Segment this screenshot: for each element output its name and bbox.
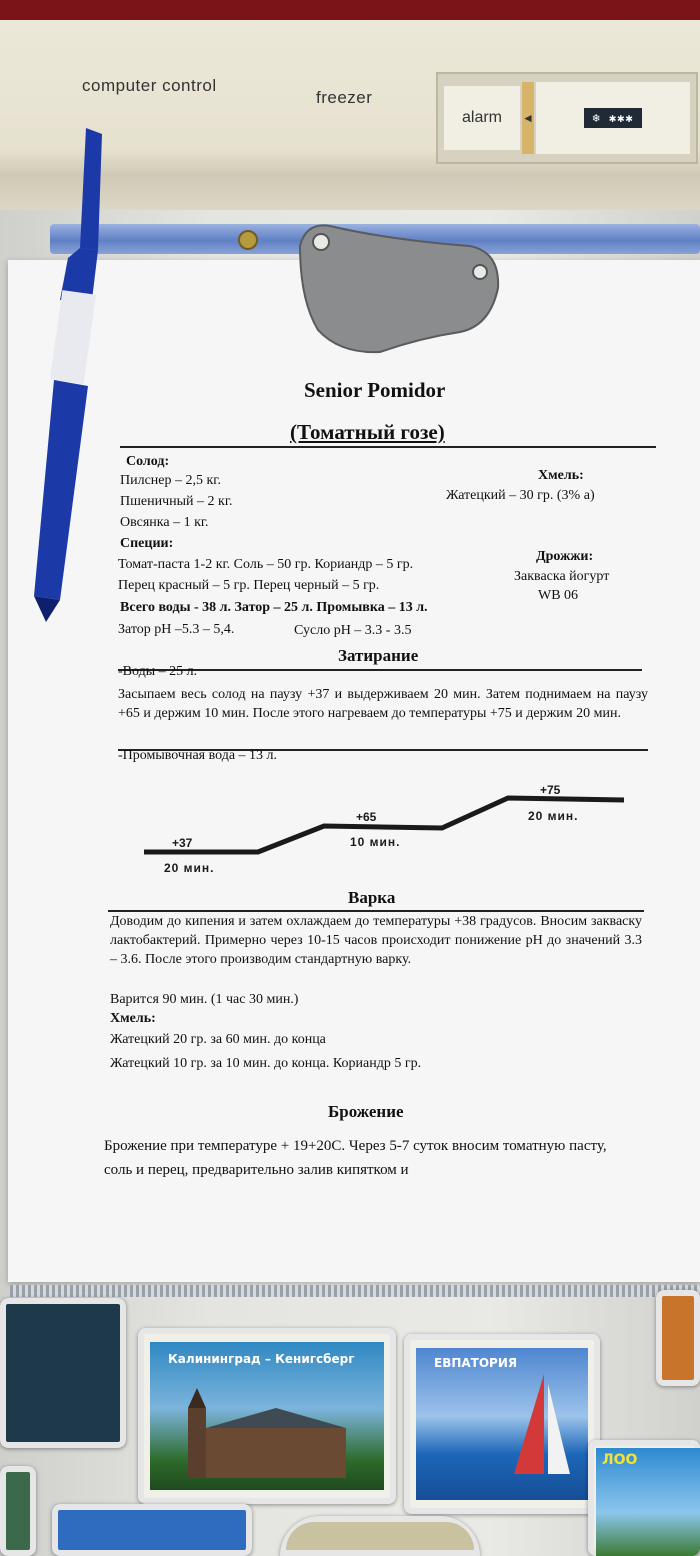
hops-main: Жатецкий – 30 гр. (3% а) — [446, 488, 595, 503]
ph-mash: Затор pH –5.3 – 5,4. — [118, 622, 235, 637]
metal-clip — [0, 0, 700, 380]
ferment-text: Брожение при температуре + 19+20С. Через 5-7 суток вносим томатную пасту, соль и перец, предварительно залив кипятком и — [104, 1138, 607, 1178]
recipe-sheet — [8, 260, 700, 1282]
step-time-label: 20 мин. — [528, 809, 579, 823]
malt-item: Пшеничный – 2 кг. — [120, 494, 233, 509]
step-temp-label: +37 — [172, 836, 193, 850]
magnet-title: ЕВПАТОРИЯ — [434, 1356, 518, 1370]
magnet-loo — [588, 1440, 700, 1556]
malt-item: Пилснер – 2,5 кг. — [120, 473, 221, 488]
malt-heading: Солод: — [126, 454, 170, 469]
magnet — [52, 1504, 252, 1556]
boil-hops-heading: Хмель: — [110, 1011, 156, 1026]
recipe-subtitle: (Томатный гозе) — [290, 420, 445, 444]
recipe-title: Senior Pomidor — [304, 378, 446, 402]
magnet-evpatoria — [404, 1334, 600, 1514]
step-temp-label: +75 — [540, 783, 561, 797]
malt-item: Овсянка – 1 кг. — [120, 515, 209, 530]
boil-hops-line: Жатецкий 20 гр. за 60 мин. до конца — [110, 1032, 326, 1047]
sparge-water: -Промывочная вода – 13 л. — [118, 748, 278, 763]
computer-control-label: computer control — [82, 76, 217, 95]
magnet — [0, 1298, 126, 1448]
yeast-line: Закваска йогурт — [514, 569, 610, 584]
paper-holder-strip — [10, 1285, 700, 1297]
alarm-label: alarm — [461, 109, 502, 126]
cathedral-icon — [178, 1388, 348, 1478]
mash-heading: Затирание — [338, 646, 419, 665]
spices-heading: Специи: — [120, 536, 174, 551]
boil-heading: Варка — [348, 888, 396, 907]
ferment-heading: Брожение — [328, 1102, 404, 1121]
alarm-arrow-icon: ◄ — [522, 82, 534, 154]
boil-text: Доводим до кипения и затем охлаждаем до температуры +38 градусов. Вносим закваску лактобактерий. Примерно через 10-15 часов происходит понижение pH до значений 3.3 – 3.6. После этого производим стандартную варку. — [110, 914, 642, 967]
mash-water: -Воды – 25 л. — [118, 664, 198, 679]
magnet — [280, 1516, 480, 1556]
sailboat-icon — [504, 1374, 574, 1494]
boil-hops-line: Жатецкий 10 гр. за 10 мин. до конца. Кориандр 5 гр. — [110, 1056, 422, 1071]
magnet-title: ЛОО — [602, 1452, 638, 1468]
mash-step-graph — [128, 780, 648, 880]
step-temp-label: +65 — [356, 810, 377, 824]
magnet — [0, 1466, 36, 1556]
step-time-label: 20 мин. — [164, 861, 215, 875]
magnet-kaliningrad — [138, 1328, 396, 1504]
ph-wort: Сусло pH – 3.3 - 3.5 — [294, 623, 412, 638]
freeze-badge: ❄ ✱✱✱ — [584, 108, 641, 128]
hops-heading: Хмель: — [538, 468, 584, 483]
spices-line: Перец красный – 5 гр. Перец черный – 5 гр. — [118, 578, 380, 593]
water-summary: Всего воды - 38 л. Затор – 25 л. Промывка – 13 л. — [120, 600, 428, 615]
magnet — [656, 1290, 700, 1386]
yeast-line: WB 06 — [538, 588, 579, 603]
freezer-label: freezer — [316, 88, 373, 107]
title-divider — [120, 446, 656, 448]
spices-line: Томат-паста 1-2 кг. Соль – 50 гр. Кориандр – 5 гр. — [118, 557, 414, 572]
mash-text: Засыпаем весь солод на паузу +37 и выдерживаем 20 мин. Затем поднимаем на паузу +65 и держим 10 мин. После этого нагреваем до температуры +75 и держим 20 мин. — [118, 687, 648, 721]
yeast-heading: Дрожжи: — [536, 549, 594, 564]
step-time-label: 10 мин. — [350, 835, 401, 849]
magnet-title: Калининград – Кенигсберг — [168, 1352, 355, 1366]
boil-time: Варится 90 мин. (1 час 30 мин.) — [110, 992, 299, 1007]
